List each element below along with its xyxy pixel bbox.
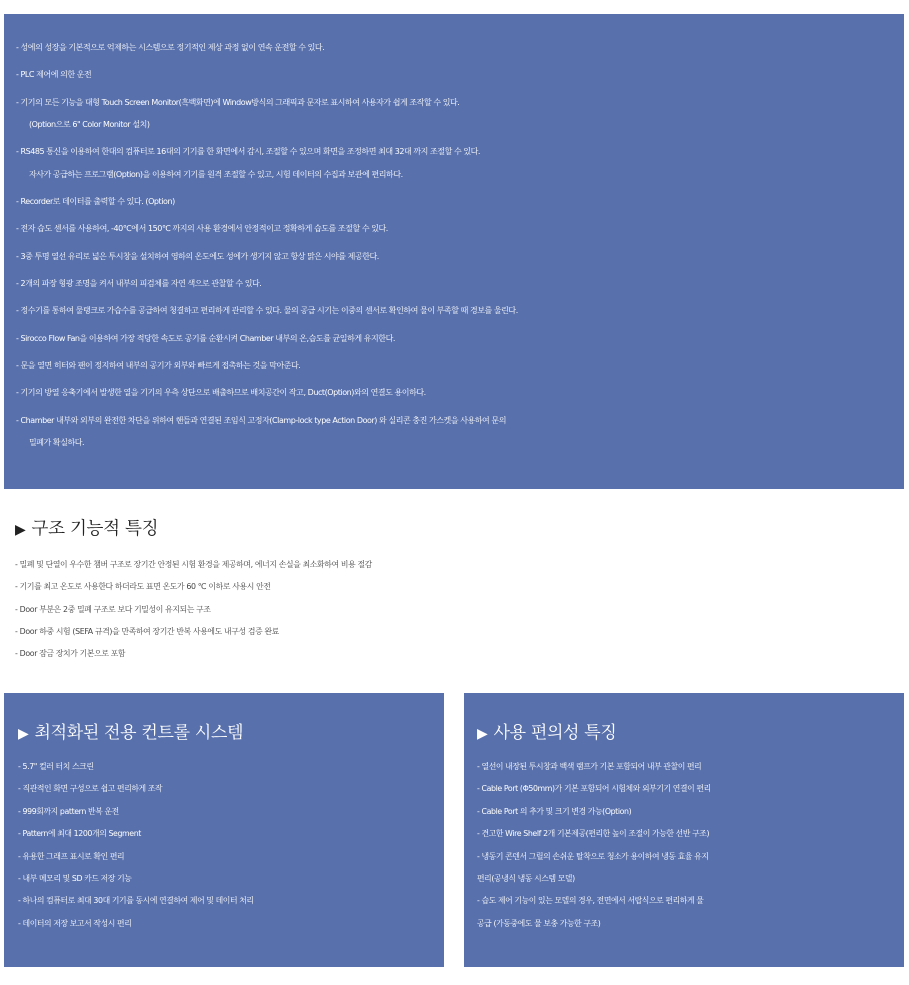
control-item: - 하나의 컴퓨터로 최대 30대 기기를 동시에 연결하여 제어 및 데이터 처리 (18, 896, 254, 906)
triangle-right-icon: ▶ (18, 726, 29, 742)
control-item: - 5.7" 컬러 터치 스크린 (18, 762, 94, 771)
control-title: 최적화된 전용 컨트롤 시스템 (34, 723, 244, 743)
control-item: - 유용한 그래프 표시로 확인 편리 (18, 851, 125, 861)
overview-item-note: (Option으로 6" Color Monitor 설치) (29, 120, 150, 130)
structure-heading (15, 515, 895, 544)
structure-title: 구조 기능적 특징 (31, 519, 159, 539)
control-heading (18, 719, 444, 748)
structure-item: - Door 부분은 2중 밀폐 구조로 보다 기밀성이 유지되는 구조 (15, 604, 211, 614)
structure-item: - Door 하중 시험 (SEFA 규격)을 만족하여 장기간 반복 사용에도 내구성 검증 완료 (15, 626, 279, 636)
overview-item: - Recorder로 데이터를 출력할 수 있다. (Option) (16, 197, 175, 207)
convenience-item: - 열선이 내장된 투시창과 백색 램프가 기본 포함되어 내부 관찰이 편리 (477, 762, 702, 771)
control-item: - 999회까지 pattern 반복 운전 (18, 806, 119, 816)
convenience-heading (477, 719, 904, 748)
convenience-item: 편리(공냉식 냉동 시스템 모델) (477, 874, 575, 884)
convenience-item: - Cable Port 의 추가 및 크기 변경 가능(Option) (477, 806, 632, 816)
convenience-panel (464, 693, 904, 967)
convenience-item: - Cable Port (Φ50mm)가 기본 포함되어 시험체와 외부기기 연결이 편리 (477, 784, 711, 794)
control-item: - 데이터의 저장 보고서 작성시 편리 (18, 918, 132, 928)
overview-item: - 전자 습도 센서를 사용하여, -40℃에서 150℃ 까지의 사용 환경에서 안정적이고 정확하게 습도를 조절할 수 있다. (16, 224, 388, 234)
overview-item: - 성에의 성장을 기본적으로 억제하는 시스템으로 정기적인 제상 과정 없이 연속 운전할 수 있다. (16, 43, 325, 52)
convenience-item: 공급 (가동중에도 물 보충 가능한 구조) (477, 918, 601, 928)
overview-item: - 기기의 방열 응축기에서 발생한 열을 기기의 우측 상단으로 배출하므로 배치공간이 작고, Duct(Option)와의 연결도 용이하다. (16, 388, 426, 398)
overview-item: - RS485 통신을 이용하여 한대의 컴퓨터로 16대의 기기를 한 화면에서 감시, 조절할 수 있으며 화면을 조정하면 최대 32대 까지 조절할 수 있다. 자사가 공급하는 프로그램(Option)을 이용하여 기기를 원격 조절할 수 있고, 시험 데이터의 수집과 보관에 편리하다. (16, 141, 904, 186)
triangle-right-icon: ▶ (477, 726, 488, 742)
structure-section (15, 515, 895, 665)
convenience-item: - 냉동기 콘덴서 그릴의 손쉬운 탈착으로 청소가 용이하여 냉동 효율 유지 (477, 851, 709, 861)
triangle-right-icon: ▶ (15, 522, 26, 538)
overview-item-note: 자사가 공급하는 프로그램(Option)을 이용하여 기기를 원격 조절할 수 있고, 시험 데이터의 수집과 보관에 편리하다. (29, 169, 403, 179)
structure-item: - Door 잠금 장치가 기본으로 포함 (15, 649, 126, 659)
convenience-item: - 습도 제어 기능이 있는 모델의 경우, 전면에서 서랍식으로 편리하게 물 (477, 896, 704, 906)
convenience-item: - 견고한 Wire Shelf 2개 기본제공(편리한 높이 조절이 가능한 선반 구조) (477, 829, 710, 839)
overview-item: - 2개의 파장 형광 조명을 켜서 내부의 피검체를 자연 색으로 관찰할 수 있다. (16, 279, 262, 289)
control-system-panel (4, 693, 444, 967)
control-item: - 직관적인 화면 구성으로 쉽고 편리하게 조작 (18, 784, 163, 794)
overview-item: - Sirocco Flow Fan을 이용하여 가장 적당한 속도로 공기를 순환시켜 Chamber 내부의 온,습도를 균일하게 유지한다. (16, 333, 395, 343)
convenience-title: 사용 편의성 특징 (493, 723, 617, 743)
structure-item: - 기기를 최고 온도로 사용한다 하더라도 표면 온도가 60 ℃ 이하로 사용시 안전 (15, 582, 271, 592)
control-item: - 내부 메모리 및 SD 카드 저장 기능 (18, 874, 132, 884)
overview-item: - 정수기를 통하여 물탱크로 가습수를 공급하여 청결하고 편리하게 관리할 수 있다. 물의 공급 시기는 이중의 센서로 확인하여 물이 부족할 때 경보를 울린다. (16, 306, 518, 316)
overview-item: - PLC 제어에 의한 운전 (16, 70, 92, 80)
overview-panel (4, 14, 904, 489)
overview-item: - 기기의 모든 기능을 대형 Touch Screen Monitor(흑백화면)에 Window방식의 그래픽과 문자로 표시하여 사용자가 쉽게 조작할 수 있다. (Option으로 6" Color Monitor 설치) (16, 92, 904, 137)
overview-item: - Chamber 내부와 외부의 완전한 차단을 위하여 핸들과 연결된 조임식 고정자(Clamp-lock type Action Door) 와 실리콘 충진 가스켓을 사용하여 문의 밀폐가 확실하다. (16, 410, 904, 455)
structure-item: - 밀폐 및 단열이 우수한 챔버 구조로 장기간 안정된 시험 환경을 제공하며, 에너지 손실을 최소화하여 비용 절감 (15, 560, 372, 569)
overview-item-note: 밀폐가 확실하다. (29, 438, 85, 448)
overview-item: - 3중 투명 열선 유리로 넓은 투시창을 설치하여 영하의 온도에도 성에가 생기지 않고 항상 맑은 시야를 제공한다. (16, 251, 379, 261)
control-item: - Pattern에 최대 1200개의 Segment (18, 829, 141, 839)
overview-item: - 문을 열면 히터와 팬이 정지하여 내부의 공기가 외부와 빠르게 접촉하는 것을 막아준다. (16, 360, 301, 370)
